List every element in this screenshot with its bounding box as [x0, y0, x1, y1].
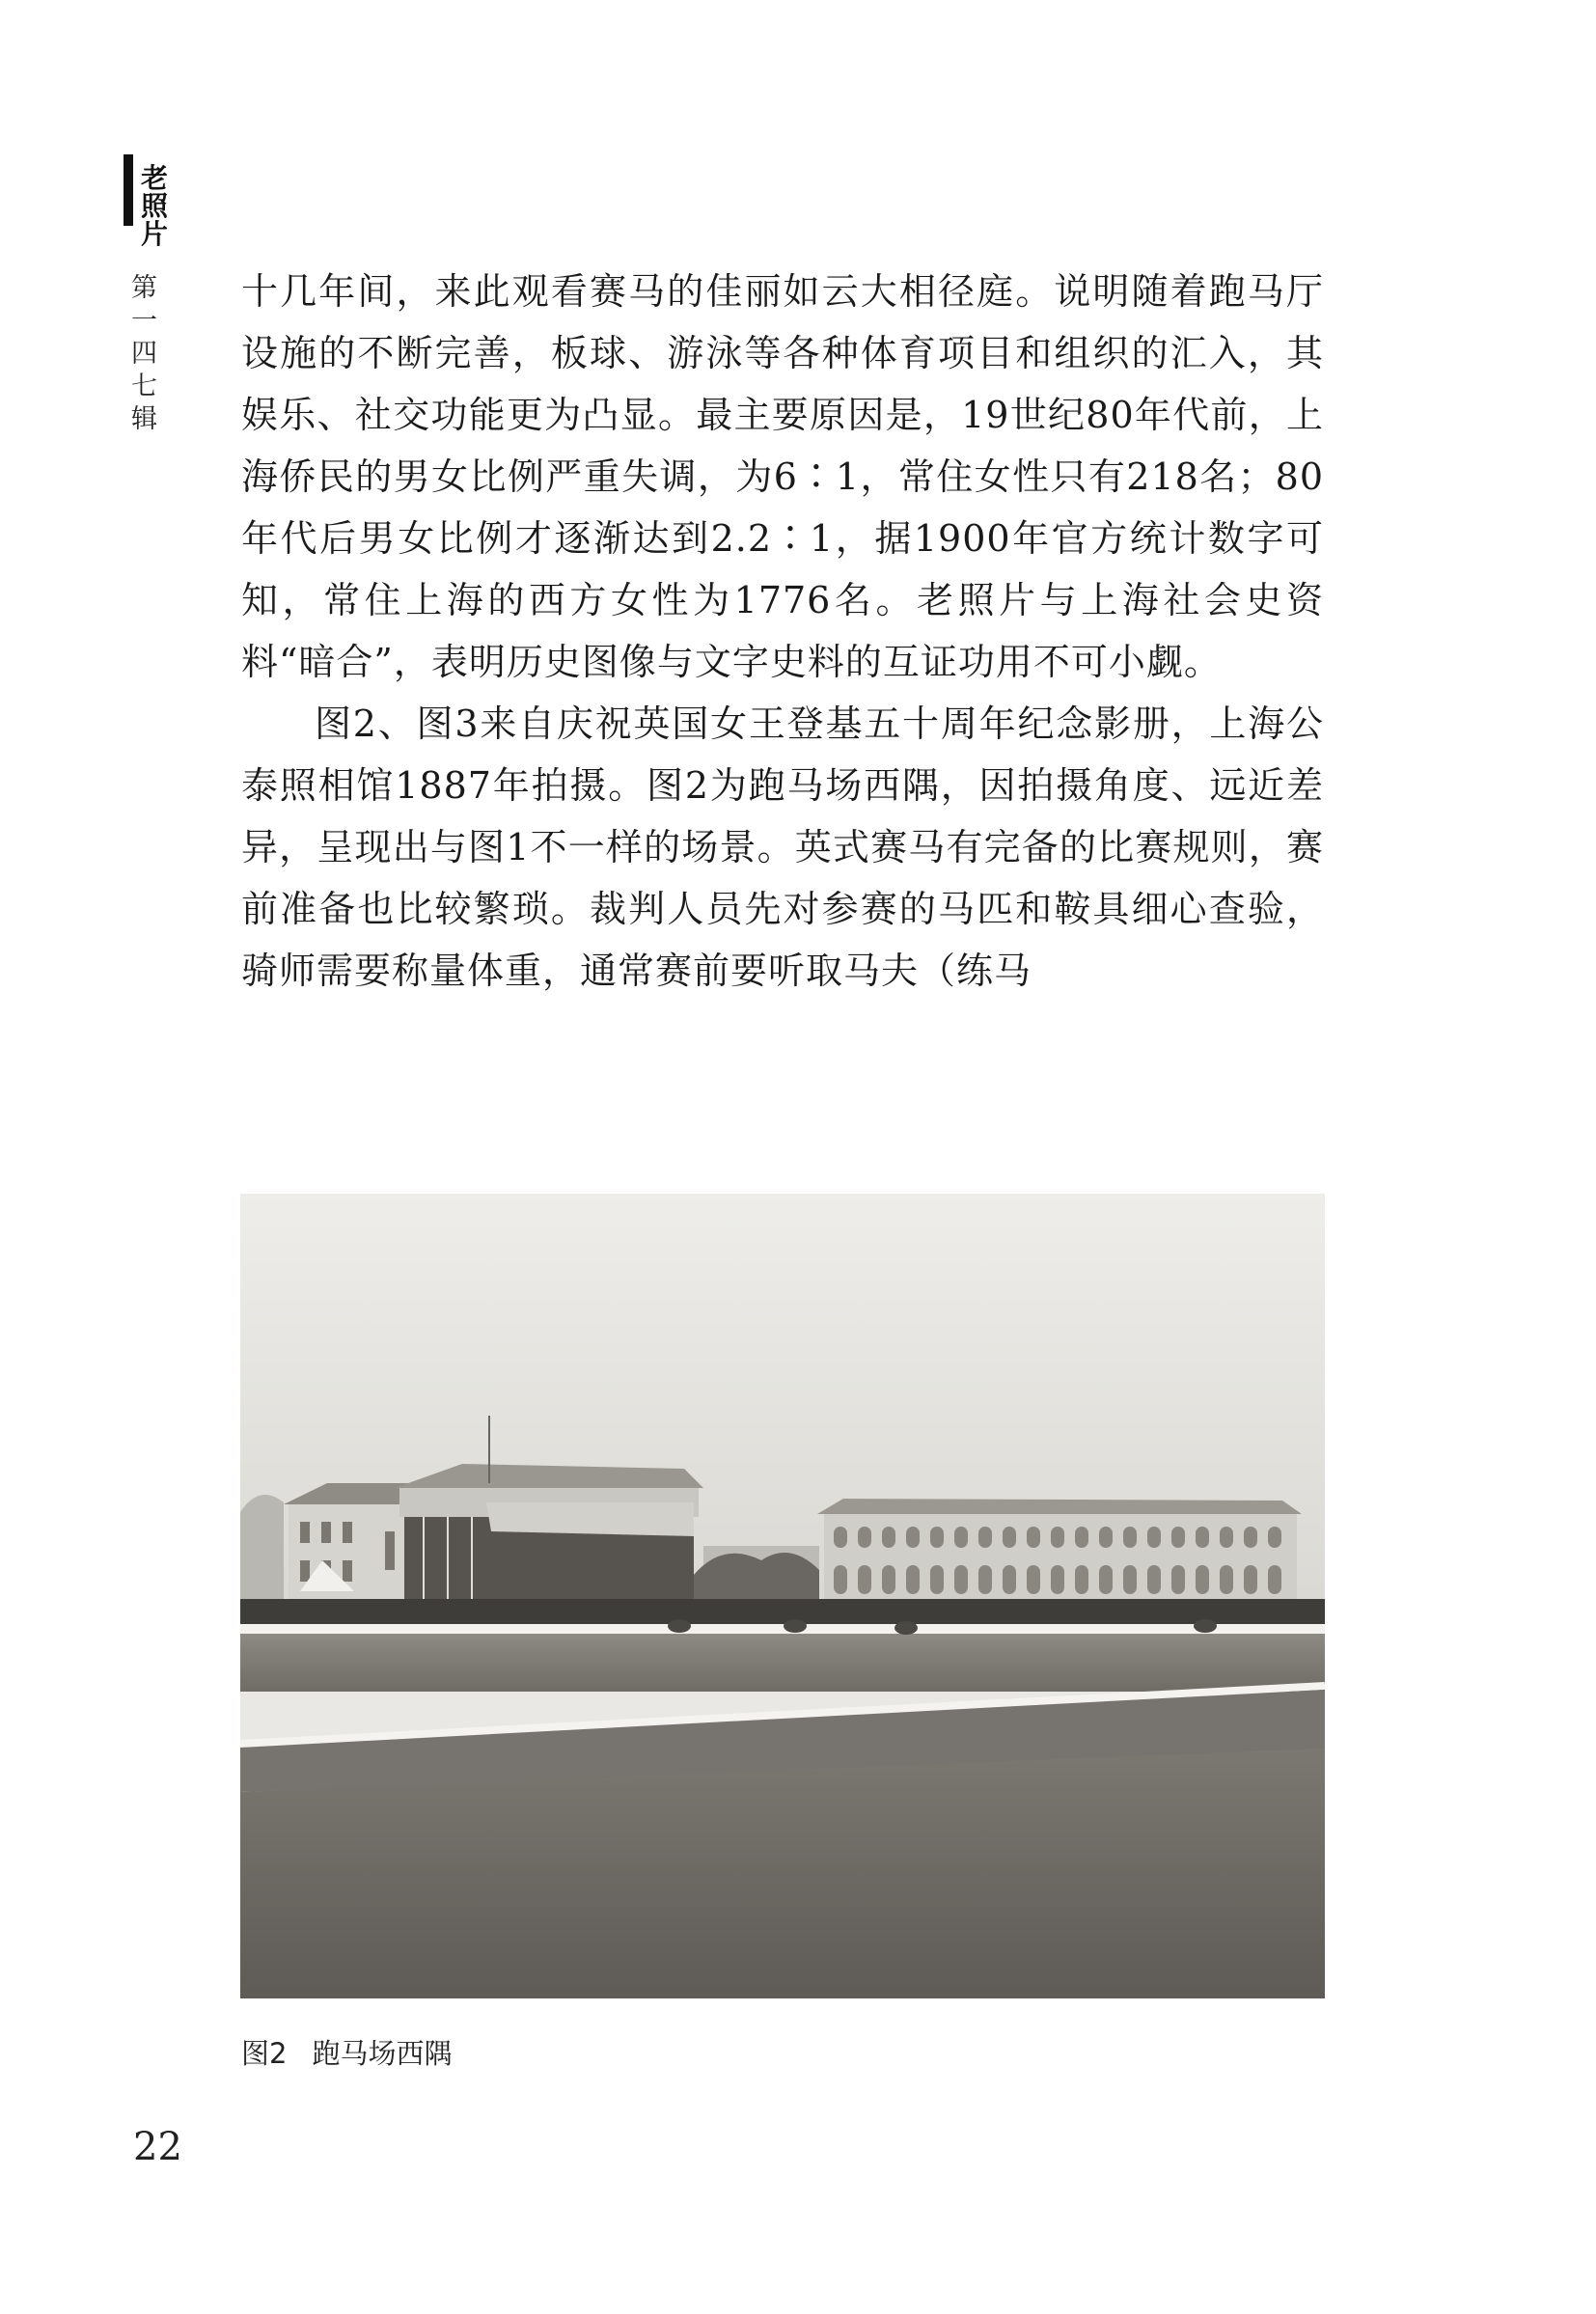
arcade-building	[824, 1512, 1297, 1609]
grass-field	[240, 1749, 1325, 1998]
race-track	[240, 1634, 1325, 1692]
figure-label: 图2	[241, 2037, 288, 2070]
series-title: 老照片	[141, 162, 169, 250]
figure-title: 跑马场西隅	[312, 2037, 453, 2070]
series-bracket-mark	[124, 154, 133, 226]
paragraph-continued: 十几年间，来此观看赛马的佳丽如云大相径庭。说明随着跑马厅设施的不断完善，板球、游泳等各种体育项目和组织的汇入，其娱乐、社交功能更为凸显。最主要原因是，19世纪80年代前，上海侨民的男女比例严重失调，为6∶1，常住女性只有218名；80年代后男女比例才逐渐达到2.2∶1，据1900年官方统计数字可知，常住上海的西方女性为1776名。老照片与上海社会史资料“暗合”，表明历史图像与文字史料的互证功用不可小觑。	[241, 270, 1324, 683]
page-number: 22	[133, 2125, 182, 2169]
racecourse-photo	[240, 1194, 1325, 1998]
issue-number: 第一四七辑	[131, 273, 157, 434]
paragraph: 图2、图3来自庆祝英国女王登基五十周年纪念影册，上海公泰照相馆1887年拍摄。图2为跑马场西隅，因拍摄角度、远近差异，呈现出与图1不一样的场景。英式赛马有完备的比赛规则，赛前准备也比较繁琐。裁判人员先对参赛的马匹和鞍具细心查验，骑师需要称量体重，通常赛前要听取马夫（练马	[241, 702, 1324, 992]
crowd	[240, 1599, 1325, 1628]
body-text	[241, 261, 1324, 1002]
figure-caption	[241, 2032, 452, 2072]
